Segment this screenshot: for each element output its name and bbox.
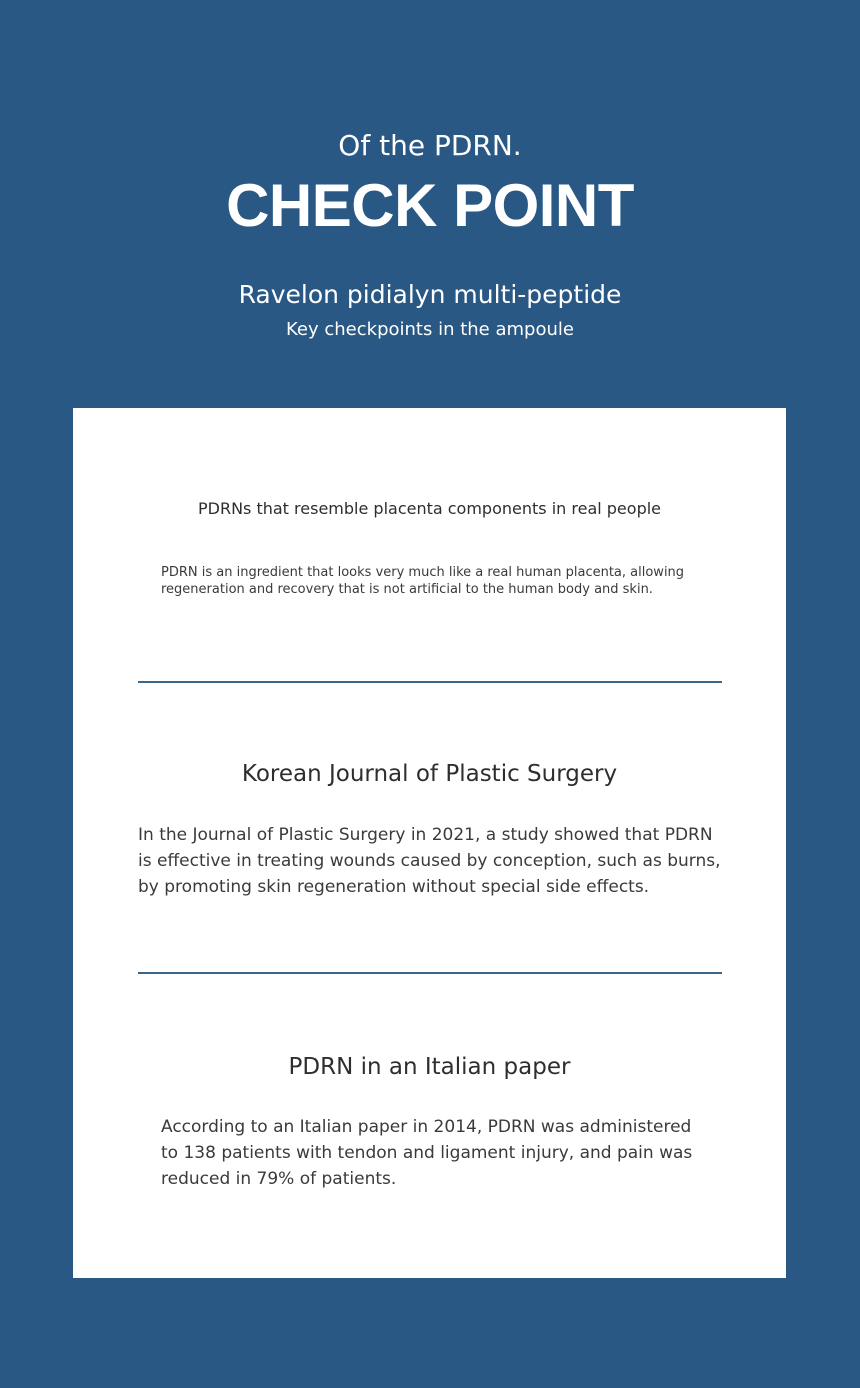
section-body: According to an Italian paper in 2014, PDRN was administered to 138 patients with tendon and ligament injury, and pain was reduced in 79% of patients. [161,1117,693,1189]
checkpoint-card [73,408,786,1278]
section-divider [138,972,722,974]
section-title: PDRNs that resemble placenta components in real people [197,499,662,518]
header-kicker: Of the PDRN. [338,129,522,162]
header-subtitle: Ravelon pidialyn multi-peptide [238,280,622,309]
section-title: PDRN in an Italian paper [288,1054,571,1080]
section-divider [138,681,722,683]
hero-header [0,0,860,408]
section-body: In the Journal of Plastic Surgery in 2021, a study showed that PDRN is effective in treating wounds caused by conception, such as burns, by promoting skin regeneration without special side effects. [138,825,721,897]
section-body: PDRN is an ingredient that looks very much like a real human placenta, allowing regeneration and recovery that is not artificial to the human body and skin. [161,565,685,597]
section-title: Korean Journal of Plastic Surgery [241,761,618,787]
header-subline: Key checkpoints in the ampoule [286,319,574,340]
page-title: CHECK POINT [226,172,634,239]
